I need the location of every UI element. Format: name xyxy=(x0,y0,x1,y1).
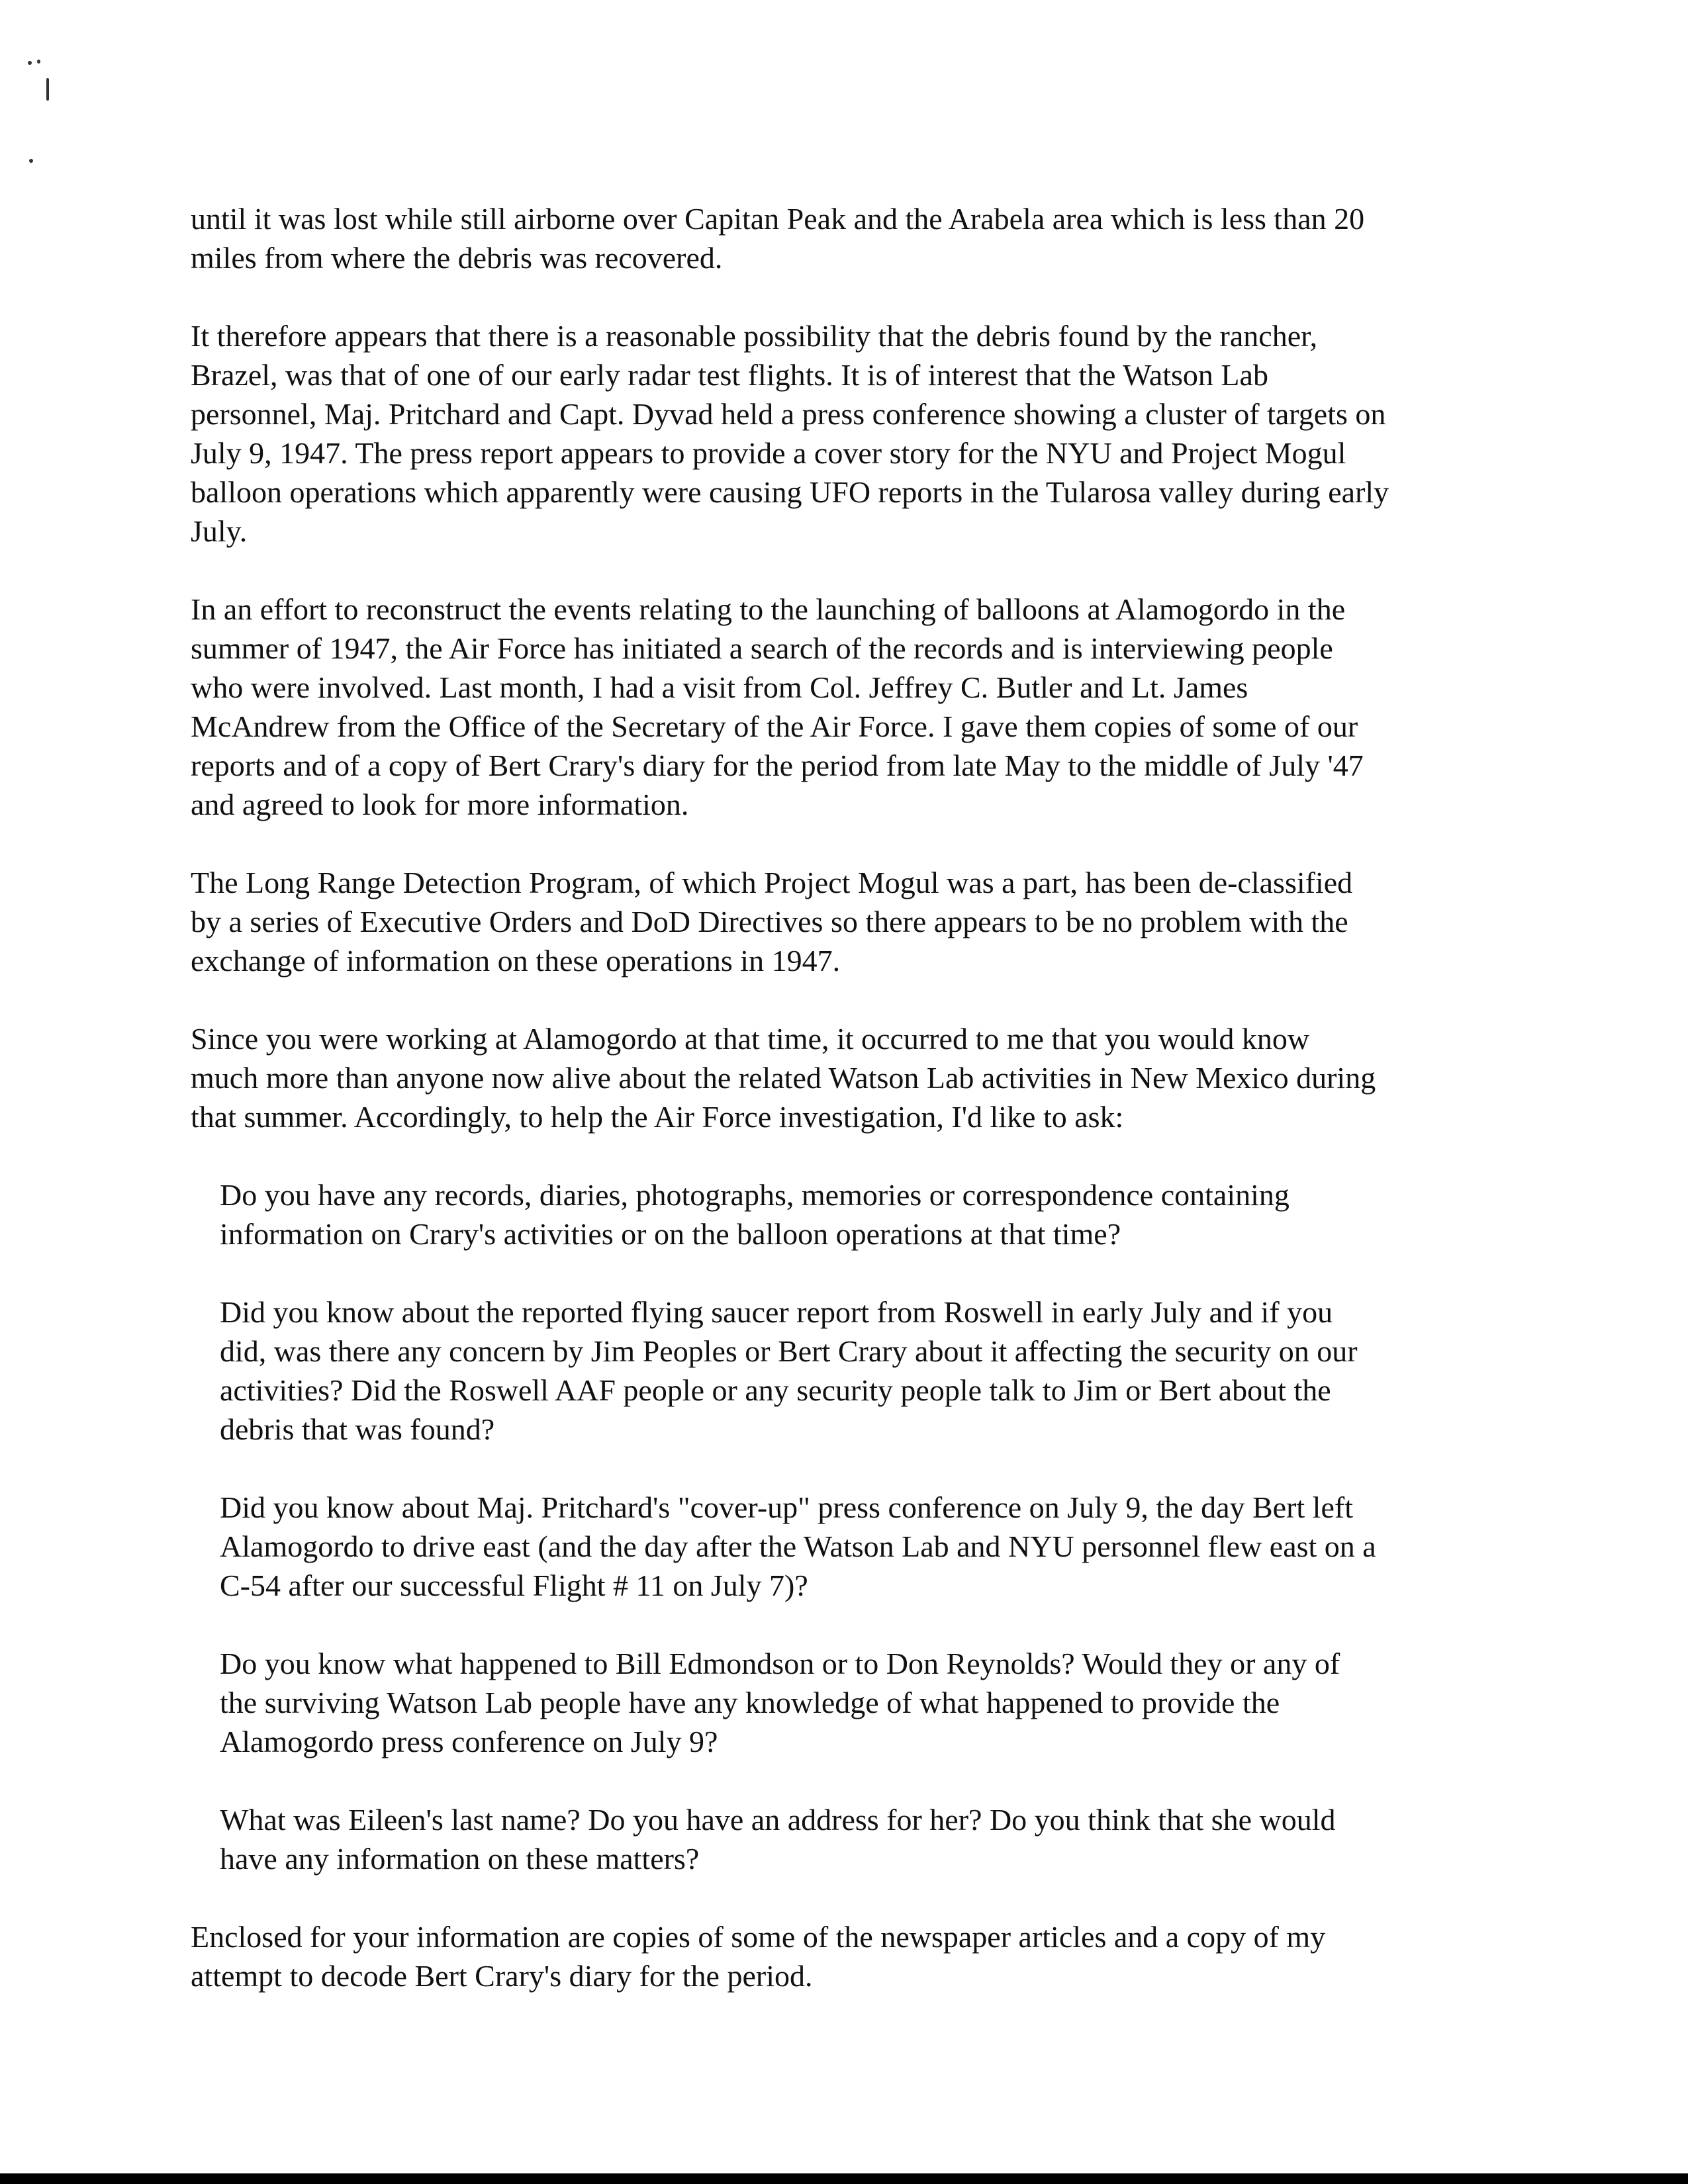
text-line: did, was there any concern by Jim Peoples or Bert Crary about it affecting the security on our xyxy=(220,1334,1358,1368)
question-paragraph xyxy=(220,1175,1515,1253)
text-line: Do you know what happened to Bill Edmondson or to Don Reynolds? Would they or any of xyxy=(220,1647,1340,1680)
text-line: Alamogordo press conference on July 9? xyxy=(220,1725,718,1758)
scan-bottom-border xyxy=(0,2173,1688,2184)
text-line: exchange of information on these operations in 1947. xyxy=(191,944,841,978)
scan-artifact-mark xyxy=(37,60,40,64)
text-line: McAndrew from the Office of the Secretary of the Air Force. I gave them copies of some of our xyxy=(191,709,1358,743)
text-line: Alamogordo to drive east (and the day after the Watson Lab and NYU personnel flew east on a xyxy=(220,1529,1376,1563)
text-line: summer of 1947, the Air Force has initiated a search of the records and is interviewing people xyxy=(191,631,1333,665)
text-line: Since you were working at Alamogordo at that time, it occurred to me that you would know xyxy=(191,1022,1310,1056)
body-paragraph xyxy=(191,316,1515,551)
text-line: who were involved. Last month, I had a visit from Col. Jeffrey C. Butler and Lt. James xyxy=(191,670,1248,704)
text-line: debris that was found? xyxy=(220,1412,495,1446)
scan-artifact-mark xyxy=(29,159,33,163)
text-line: the surviving Watson Lab people have any knowledge of what happened to provide the xyxy=(220,1686,1280,1719)
text-line: miles from where the debris was recovered. xyxy=(191,241,723,275)
text-line: The Long Range Detection Program, of which Project Mogul was a part, has been de-classified xyxy=(191,866,1353,899)
text-line: attempt to decode Bert Crary's diary for the period. xyxy=(191,1959,813,1993)
scan-artifact-mark xyxy=(28,61,32,65)
text-line: reports and of a copy of Bert Crary's diary for the period from late May to the middle of July '47 xyxy=(191,749,1364,782)
question-paragraph xyxy=(220,1293,1515,1449)
text-line: Did you know about the reported flying saucer report from Roswell in early July and if you xyxy=(220,1295,1333,1329)
text-line: Enclosed for your information are copies of some of the newspaper articles and a copy of my xyxy=(191,1920,1326,1954)
text-line: by a series of Executive Orders and DoD Directives so there appears to be no problem with the xyxy=(191,905,1348,938)
text-line: Brazel, was that of one of our early radar test flights. It is of interest that the Watson Lab xyxy=(191,358,1268,392)
text-line: information on Crary's activities or on the balloon operations at that time? xyxy=(220,1217,1121,1251)
text-line: C-54 after our successful Flight # 11 on July 7)? xyxy=(220,1569,808,1602)
body-paragraph xyxy=(191,863,1515,980)
text-line: and agreed to look for more information. xyxy=(191,788,689,821)
question-paragraph xyxy=(220,1488,1515,1605)
text-line: balloon operations which apparently were causing UFO reports in the Tularosa valley during early xyxy=(191,475,1389,509)
text-line: In an effort to reconstruct the events relating to the launching of balloons at Alamogordo in the xyxy=(191,592,1346,626)
text-line: July. xyxy=(191,514,248,548)
text-line: July 9, 1947. The press report appears to provide a cover story for the NYU and Project Mogul xyxy=(191,436,1346,470)
text-line: Did you know about Maj. Pritchard's "cover-up" press conference on July 9, the day Bert left xyxy=(220,1490,1353,1524)
text-line: Do you have any records, diaries, photographs, memories or correspondence containing xyxy=(220,1178,1289,1212)
scan-artifact-mark xyxy=(46,78,49,101)
text-line: personnel, Maj. Pritchard and Capt. Dyvad held a press conference showing a cluster of targets on xyxy=(191,397,1386,431)
body-paragraph xyxy=(191,1917,1515,1995)
body-paragraph xyxy=(191,1019,1515,1136)
text-line: much more than anyone now alive about the related Watson Lab activities in New Mexico during xyxy=(191,1061,1376,1095)
body-paragraph xyxy=(191,590,1515,824)
question-paragraph xyxy=(220,1800,1515,1878)
text-line: What was Eileen's last name? Do you have an address for her? Do you think that she would xyxy=(220,1803,1336,1837)
text-line: that summer. Accordingly, to help the Air Force investigation, I'd like to ask: xyxy=(191,1100,1124,1134)
text-line: activities? Did the Roswell AAF people or any security people talk to Jim or Bert about the xyxy=(220,1373,1331,1407)
text-line: until it was lost while still airborne over Capitan Peak and the Arabela area which is less than 20 xyxy=(191,202,1365,236)
text-line: It therefore appears that there is a reasonable possibility that the debris found by the rancher, xyxy=(191,319,1318,353)
body-paragraph xyxy=(191,199,1515,277)
text-line: have any information on these matters? xyxy=(220,1842,700,1876)
question-paragraph xyxy=(220,1644,1515,1761)
letter-page-body xyxy=(191,199,1515,2034)
